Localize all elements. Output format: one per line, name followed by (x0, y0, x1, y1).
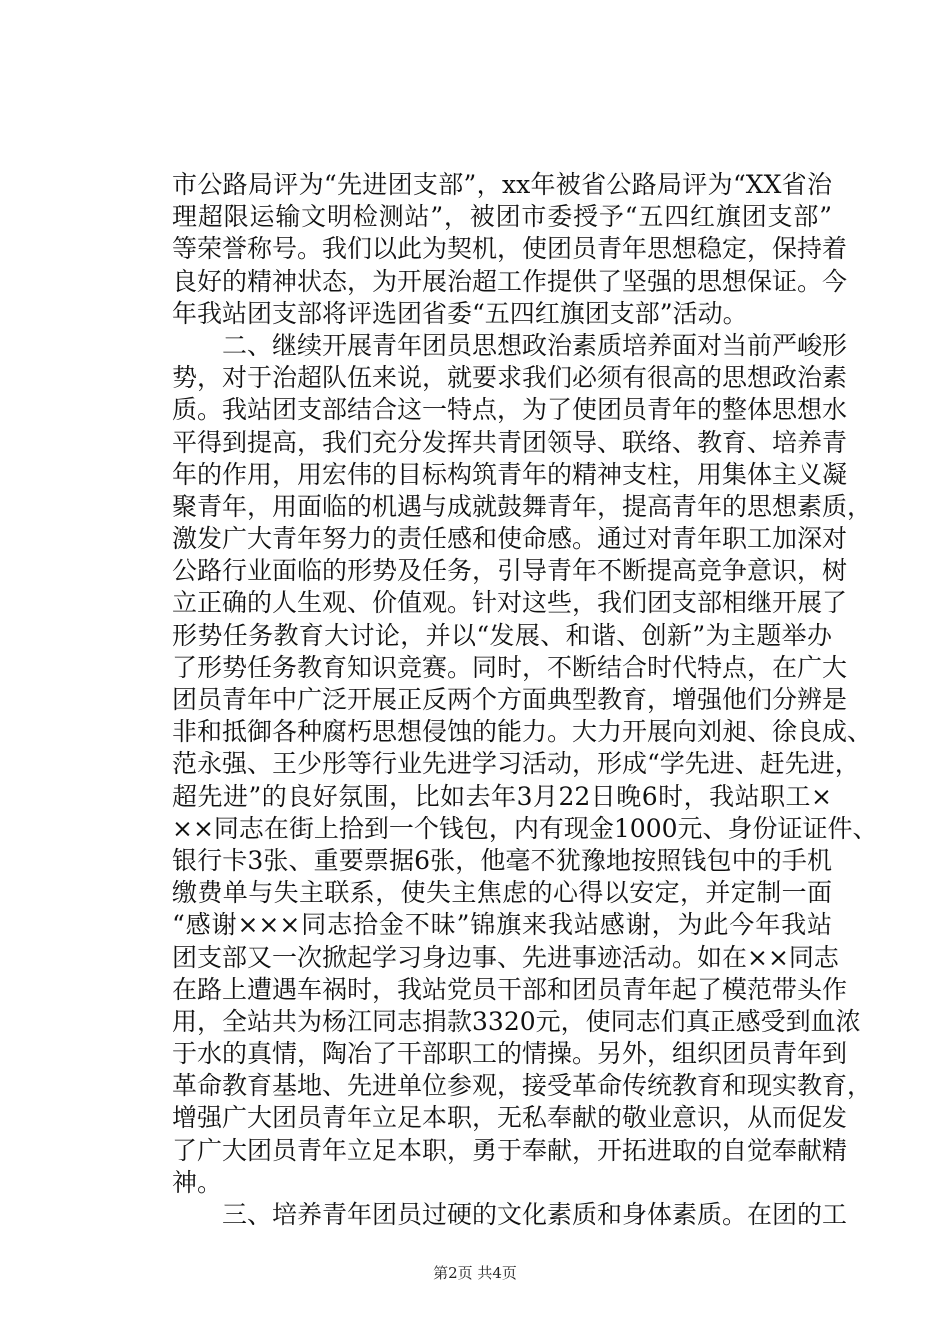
text-line: 于水的真情，陶冶了干部职工的情操。另外，组织团员青年到 (172, 1039, 848, 1069)
text-line: 用，全站共为杨江同志捐款3320元，使同志们真正感受到血浓 (172, 1006, 861, 1036)
text-line: 在路上遭遇车祸时，我站党员干部和团员青年起了模范带头作 (172, 974, 848, 1004)
text-line: 了形势任务教育知识竞赛。同时，不断结合时代特点，在广大 (172, 652, 848, 682)
text-line: 形势任务教育大讨论，并以“发展、和谐、创新”为主题举办 (172, 620, 832, 650)
page-footer: 第2页 共4页 (433, 1264, 517, 1282)
text-line: 年的作用，用宏伟的目标构筑青年的精神支柱，用集体主义凝 (172, 459, 848, 489)
text-line: 质。我站团支部结合这一特点，为了使团员青年的整体思想水 (172, 395, 848, 425)
text-line: 三、培养青年团员过硬的文化素质和身体素质。在团的工 (172, 1200, 848, 1229)
text-line: 范永强、王少彤等行业先进学习活动，形成“学先进、赶先进， (172, 749, 860, 779)
text-line: 公路行业面临的形势及任务，引导青年不断提高竞争意识，树 (172, 556, 848, 586)
text-line: 市公路局评为“先进团支部”，xx年被省公路局评为“XX省治 (172, 170, 832, 199)
text-line: 神。 (172, 1167, 223, 1197)
text-line: 年我站团支部将评选团省委“五四红旗团支部”活动。 (172, 298, 748, 328)
text-line: 团员青年中广泛开展正反两个方面典型教育，增强他们分辨是 (172, 685, 848, 714)
text-line: 革命教育基地、先进单位参观，接受革命传统教育和现实教育， (172, 1071, 873, 1101)
text-line: 等荣誉称号。我们以此为契机，使团员青年思想稳定，保持着 (172, 234, 848, 264)
text-line: 势，对于治超队伍来说，就要求我们必须有很高的思想政治素 (172, 363, 848, 393)
text-line: 二、继续开展青年团员思想政治素质培养面对当前严峻形 (172, 330, 848, 360)
text-line: ××同志在街上拾到一个钱包，内有现金1000元、身份证证件、 (172, 813, 878, 843)
text-line: 立正确的人生观、价值观。针对这些，我们团支部相继开展了 (172, 588, 848, 618)
text-line: 良好的精神状态，为开展治超工作提供了坚强的思想保证。今 (172, 266, 848, 296)
text-line: 团支部又一次掀起学习身边事、先进事迹活动。如在××同志 (172, 942, 839, 972)
text-line: 增强广大团员青年立足本职，无私奉献的敬业意识，从而促发 (172, 1103, 848, 1133)
text-line: 理超限运输文明检测站”，被团市委授予“五四红旗团支部” (172, 202, 832, 232)
text-line: 缴费单与失主联系，使失主焦虑的心得以安定，并定制一面 (172, 878, 832, 908)
text-line: 非和抵御各种腐朽思想侵蚀的能力。大力开展向刘昶、徐良成、 (172, 717, 873, 747)
text-line: 超先进”的良好氛围，比如去年3月22日晚6时，我站职工× (172, 781, 832, 811)
text-line: 平得到提高，我们充分发挥共青团领导、联络、教育、培养青 (172, 427, 848, 457)
text-line: 银行卡3张、重要票据6张，他毫不犹豫地按照钱包中的手机 (172, 845, 832, 875)
text-line: 激发广大青年努力的责任感和使命感。通过对青年职工加深对 (172, 524, 848, 554)
document-body (172, 169, 878, 1231)
text-line: “感谢×××同志拾金不昧”锦旗来我站感谢，为此今年我站 (172, 910, 832, 940)
text-line: 了广大团员青年立足本职，勇于奉献，开拓进取的自觉奉献精 (172, 1135, 848, 1165)
text-line: 聚青年，用面临的机遇与成就鼓舞青年，提高青年的思想素质， (172, 491, 873, 521)
